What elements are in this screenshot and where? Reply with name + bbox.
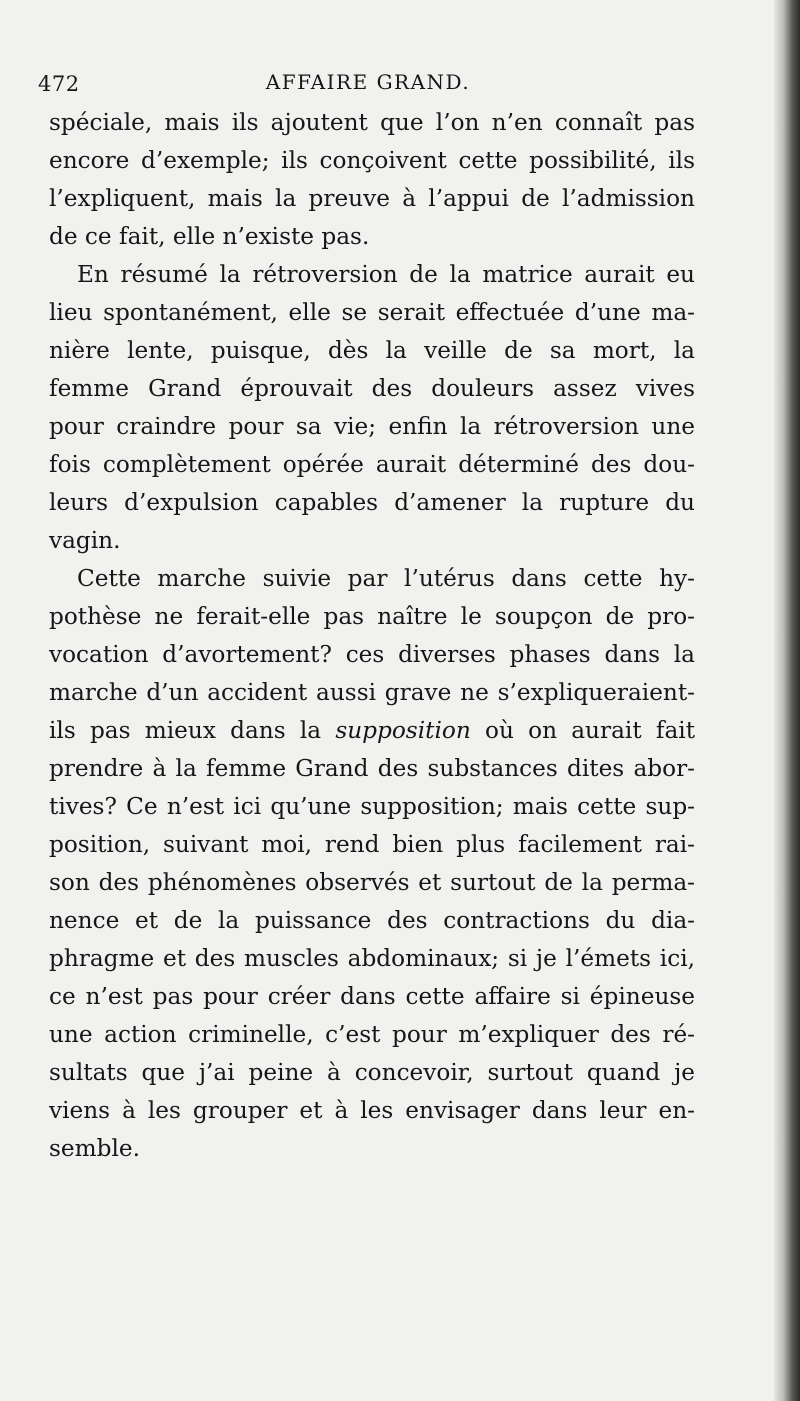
text-line: lieu spontanément, elle se serait effectuée d’une ma- [49, 299, 695, 326]
text-line: vagin. [49, 527, 121, 554]
text-line: vocation d’avortement? ces diverses phases dans la [49, 641, 695, 668]
text-line: marche d’un accident aussi grave ne s’expliqueraient- [49, 679, 695, 706]
text-line: En résumé la rétroversion de la matrice aurait eu [77, 261, 695, 288]
text-line: fois complètement opérée aurait déterminé des dou- [49, 451, 695, 478]
text-line: de ce fait, elle n’existe pas. [49, 223, 370, 250]
text-segment: où on aurait fait [470, 717, 696, 744]
text-line: nière lente, puisque, dès la veille de sa mort, la [49, 337, 695, 364]
text-line: ce n’est pas pour créer dans cette affaire si épineuse [49, 983, 695, 1010]
text-line: femme Grand éprouvait des douleurs assez vives [49, 375, 695, 402]
text-line: Cette marche suivie par l’utérus dans cette hy- [77, 565, 695, 592]
italic-word: supposition [335, 717, 471, 744]
text-line: pothèse ne ferait-elle pas naître le soupçon de pro- [49, 603, 695, 630]
text-line: pour craindre pour sa vie; enfin la rétroversion une [49, 413, 695, 440]
paragraph [49, 560, 695, 1168]
text-line: phragme et des muscles abdominaux; si je l’émets ici, [49, 945, 695, 972]
text-line: spéciale, mais ils ajoutent que l’on n’en connaît pas [49, 109, 695, 136]
text-line: l’expliquent, mais la preuve à l’appui de l’admission [49, 185, 695, 212]
text-line: position, suivant moi, rend bien plus facilement rai- [49, 831, 695, 858]
paragraph [49, 256, 695, 560]
body-text [49, 104, 695, 1168]
text-segment: ils pas mieux dans la [49, 717, 336, 744]
text-line: semble. [49, 1135, 140, 1162]
text-line: prendre à la femme Grand des substances dites abor- [49, 755, 695, 782]
text-line: leurs d’expulsion capables d’amener la rupture du [49, 489, 695, 516]
page-header [38, 62, 698, 102]
page-number: 472 [38, 72, 80, 96]
text-line: une action criminelle, c’est pour m’expliquer des ré- [49, 1021, 695, 1048]
text-line: tives? Ce n’est ici qu’une supposition; mais cette sup- [49, 793, 695, 820]
text-line: sultats que j’ai peine à concevoir, surtout quand je [49, 1059, 695, 1086]
text-line: encore d’exemple; ils conçoivent cette possibilité, ils [49, 147, 695, 174]
page-binding-edge [774, 0, 800, 1401]
text-line: son des phénomènes observés et surtout de la perma- [49, 869, 695, 896]
text-line: viens à les grouper et à les envisager dans leur en- [49, 1097, 695, 1124]
running-head: AFFAIRE GRAND. [265, 70, 471, 94]
text-line: nence et de la puissance des contractions du dia- [49, 907, 695, 934]
paragraph [49, 104, 695, 256]
text-line-with-italic [49, 712, 695, 750]
